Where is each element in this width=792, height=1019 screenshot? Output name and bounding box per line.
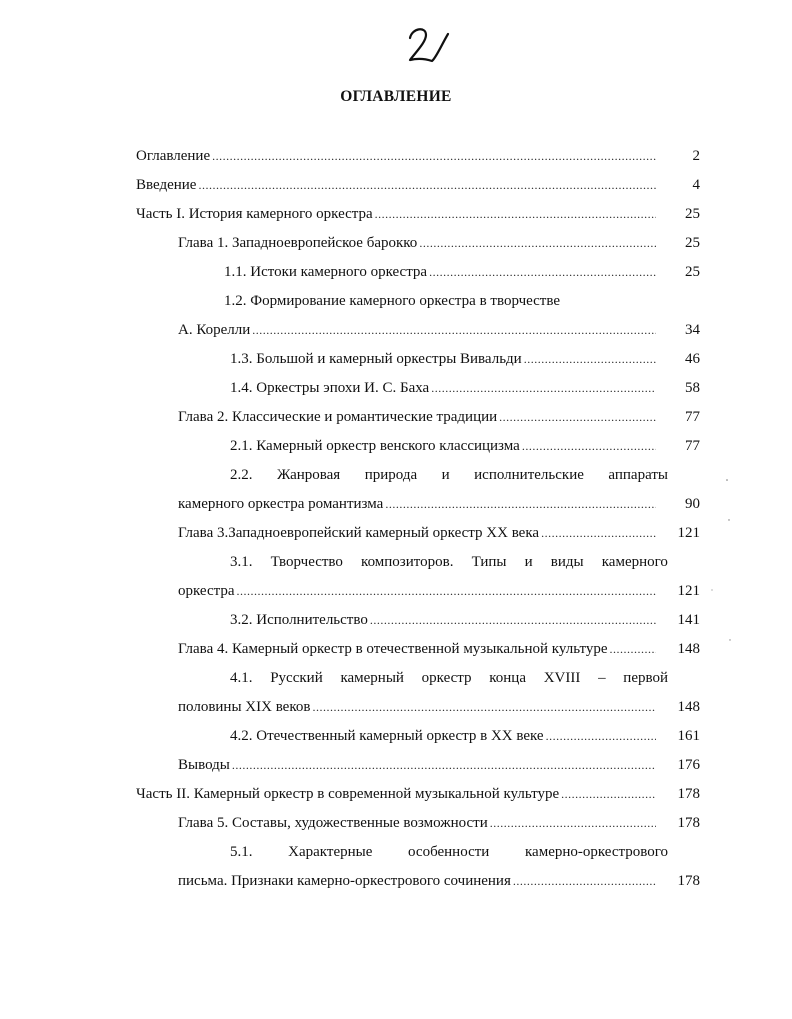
toc-entry-label: 1.1. Истоки камерного оркестра (224, 264, 428, 280)
leader-dots (237, 580, 657, 602)
toc-entry (178, 232, 700, 254)
toc-entry (230, 609, 700, 631)
toc-word: – (598, 670, 606, 686)
leader-dots (419, 232, 656, 254)
toc-word: 2.2. (230, 467, 253, 483)
leader-dots (541, 522, 656, 544)
toc-entry-page: 161 (677, 728, 700, 744)
toc-entry-page: 46 (685, 351, 700, 367)
toc-word: камерного (601, 554, 668, 570)
toc-entry (224, 290, 664, 312)
toc-entry-page: 77 (685, 409, 700, 425)
toc-entry-page: 141 (677, 612, 700, 628)
toc-word: Характерные (288, 844, 373, 860)
toc-word: конца (489, 670, 526, 686)
toc-entry-justified (230, 841, 668, 863)
toc-entry (230, 725, 700, 747)
toc-title: ОГЛАВЛЕНИЕ (340, 88, 452, 105)
toc-word: виды (550, 554, 584, 570)
toc-entry-page: 2 (692, 148, 700, 164)
leader-dots (522, 435, 656, 457)
toc-word: камерно-оркестрового (524, 844, 668, 860)
leader-dots (609, 638, 656, 660)
toc-entry-label: Глава 2. Классические и романтические традиции (178, 409, 498, 425)
toc-entry-label: оркестра (178, 583, 235, 599)
toc-word: 4.1. (230, 670, 253, 686)
toc-entry-label: Глава 5. Составы, художественные возможности (178, 815, 488, 831)
toc-entry (178, 580, 700, 602)
toc-entry (178, 406, 700, 428)
toc-entry-label: 1.4. Оркестры эпохи И. С. Баха (230, 380, 430, 396)
leader-dots (312, 696, 656, 718)
toc-word: аппараты (608, 467, 668, 483)
toc-entry-label: Выводы (178, 757, 230, 773)
toc-entry-label: 4.2. Отечественный камерный оркестр в XX веке (230, 728, 544, 744)
toc-entry-justified (230, 667, 668, 689)
leader-dots (546, 725, 656, 747)
toc-entry (230, 377, 700, 399)
toc-entry-label: 1.2. Формирование камерного оркестра в творчестве (224, 293, 561, 309)
toc-entry-label: половины XIX веков (178, 699, 311, 715)
toc-word: Творчество (270, 554, 343, 570)
leader-dots (561, 783, 656, 805)
leader-dots (513, 870, 656, 892)
leader-dots (198, 174, 656, 196)
leader-dots (385, 493, 656, 515)
toc-word: камерный (340, 670, 404, 686)
toc-entry-page: 4 (692, 177, 700, 193)
toc-entry-justified (230, 551, 668, 573)
toc-entry (178, 638, 700, 660)
toc-entry-label: 3.2. Исполнительство (230, 612, 368, 628)
toc-word: исполнительские (474, 467, 584, 483)
toc-entry-page: 90 (685, 496, 700, 512)
toc-word: особенности (408, 844, 490, 860)
toc-entry (224, 261, 700, 283)
toc-entry-page: 148 (677, 699, 700, 715)
leader-dots (499, 406, 656, 428)
leader-dots (252, 319, 656, 341)
toc-entry-label: письма. Признаки камерно-оркестрового сочинения (178, 873, 511, 889)
leader-dots (490, 812, 656, 834)
toc-entry-label: 2.1. Камерный оркестр венского классицизма (230, 438, 520, 454)
toc-entry (136, 783, 700, 805)
toc-entry-page: 25 (685, 235, 700, 251)
toc-entry (178, 812, 700, 834)
toc-entry-page: 58 (685, 380, 700, 396)
toc-entry (178, 754, 700, 776)
toc-entry (178, 522, 700, 544)
toc-word: оркестр (421, 670, 472, 686)
toc-word: 3.1. (230, 554, 253, 570)
toc-entry (136, 203, 700, 225)
toc-entry-page: 176 (677, 757, 700, 773)
toc-entry-label: А. Корелли (178, 322, 251, 338)
toc-entry (136, 145, 700, 167)
toc-entry-page: 178 (677, 815, 700, 831)
toc-word: XVIII (543, 670, 581, 686)
toc-entry-page: 121 (677, 583, 700, 599)
toc-word: первой (623, 670, 668, 686)
toc-word: Типы (471, 554, 507, 570)
toc-entry-label: Глава 1. Западноевропейское барокко (178, 235, 418, 251)
toc-entry-page: 178 (677, 786, 700, 802)
toc-entry-label: 1.3. Большой и камерный оркестры Вивальди (230, 351, 522, 367)
toc-entry-page: 77 (685, 438, 700, 454)
toc-entry-page: 178 (677, 873, 700, 889)
toc-entry-label: Глава 3.Западноевропейский камерный оркестр XX века (178, 525, 540, 541)
toc-entry (230, 348, 700, 370)
toc-entry (136, 174, 700, 196)
toc-entry (178, 319, 700, 341)
toc-entry-label: Введение (136, 177, 197, 193)
toc-entry-label: камерного оркестра романтизма (178, 496, 384, 512)
toc-entry (178, 870, 700, 892)
toc-entry-page: 25 (685, 206, 700, 222)
leader-dots (370, 609, 656, 631)
toc-entry-page: 34 (685, 322, 700, 338)
toc-word: Русский (270, 670, 323, 686)
toc-word: композиторов. (361, 554, 454, 570)
toc-entry-label: Оглавление (136, 148, 211, 164)
toc-entry-page: 121 (677, 525, 700, 541)
toc-entry-label: Часть II. Камерный оркестр в современной музыкальной культуре (136, 786, 560, 802)
toc-entry-page: 148 (677, 641, 700, 657)
leader-dots (375, 203, 656, 225)
toc-word: 5.1. (230, 844, 253, 860)
leader-dots (212, 145, 656, 167)
toc-entry-label: Часть I. История камерного оркестра (136, 206, 373, 222)
handwritten-two-icon (398, 22, 458, 72)
toc-word: и (441, 467, 450, 483)
toc-entry (230, 435, 700, 457)
toc-entry (178, 696, 700, 718)
toc-entry-label: Глава 4. Камерный оркестр в отечественной музыкальной культуре (178, 641, 608, 657)
leader-dots (232, 754, 656, 776)
toc-entry-justified (230, 464, 668, 486)
leader-dots (429, 261, 656, 283)
toc-word: природа (364, 467, 418, 483)
toc-entry (178, 493, 700, 515)
toc-word: и (524, 554, 533, 570)
toc-entry-page: 25 (685, 264, 700, 280)
handwritten-page-number (398, 22, 458, 72)
leader-dots (524, 348, 656, 370)
toc-word: Жанровая (277, 467, 341, 483)
leader-dots (431, 377, 656, 399)
